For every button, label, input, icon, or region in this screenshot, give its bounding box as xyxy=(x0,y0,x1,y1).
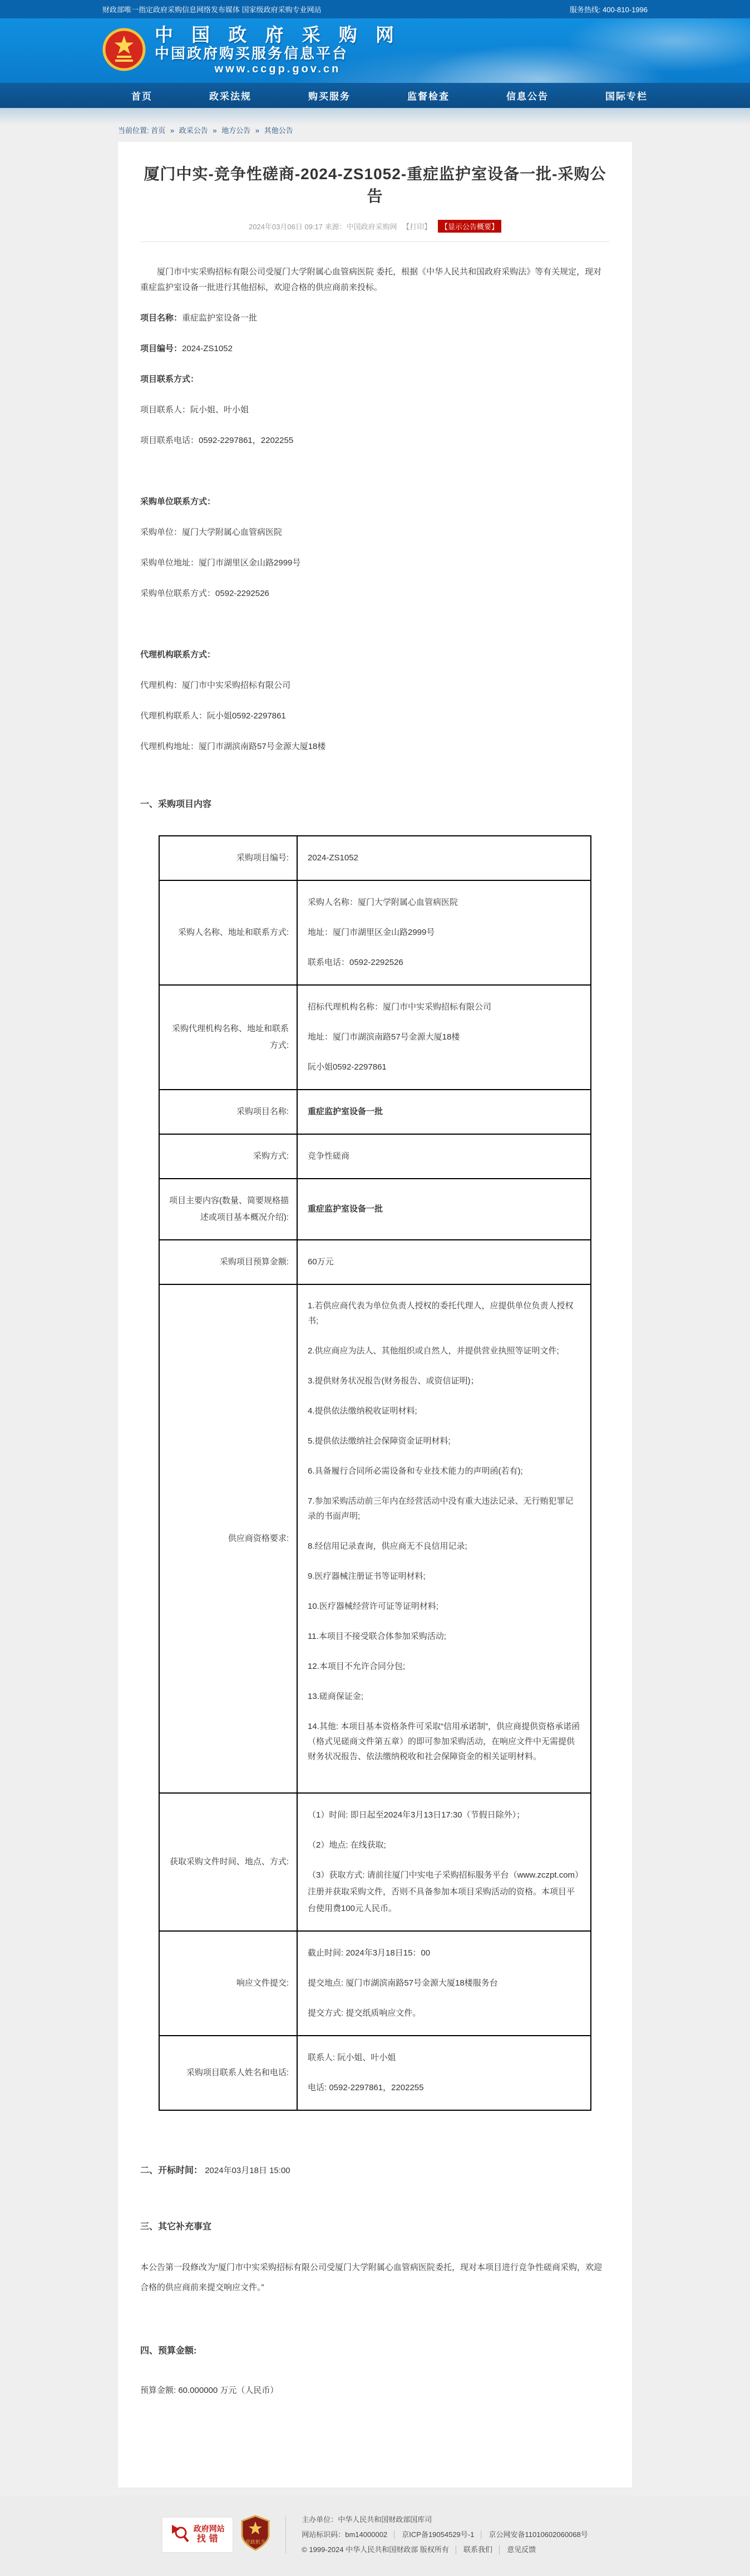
qualification-item: 8.经信用记录查询，供应商无不良信用记录; xyxy=(308,1541,467,1551)
breadcrumb xyxy=(118,125,632,142)
breadcrumb-notices[interactable]: 政采公告 xyxy=(179,126,208,135)
table-row xyxy=(159,880,591,985)
nav-fade-strip xyxy=(0,108,750,125)
site-title: 中 国 政 府 采 购 网 xyxy=(155,24,401,45)
breadcrumb-other[interactable]: 其他公告 xyxy=(264,126,293,135)
purchaser-contact-heading: 采购单位联系方式： xyxy=(140,497,216,506)
row-value: 截止时间: 2024年3月18日15：00 xyxy=(308,1948,431,1958)
footer-divider xyxy=(285,2516,286,2553)
row-value: （2）地点: 在线获取; xyxy=(308,1840,386,1850)
article-meta xyxy=(140,220,610,233)
table-row-document-acquisition xyxy=(159,1793,591,1931)
qualification-item: 11.本项目不接受联合体参加采购活动; xyxy=(308,1632,446,1641)
footer-codes: 网站标识码：bm14000002 │ 京ICP备19054529号-1 │ 京公网安备11010602060068号 xyxy=(302,2530,588,2539)
row-value: 联系人: 阮小姐、叶小姐 xyxy=(308,2053,396,2062)
row-label: 采购项目名称: xyxy=(159,1090,297,1134)
print-button[interactable]: 【打印】 xyxy=(402,223,432,231)
table-row-contact xyxy=(159,2036,591,2110)
row-label: 采购项目编号: xyxy=(159,836,297,880)
service-hotline: 服务热线: 400-810-1996 xyxy=(569,6,648,14)
table-row xyxy=(159,1134,591,1179)
nav-item-home[interactable]: 首页 xyxy=(131,91,152,102)
qualification-item: 3.提供财务状况报告(财务报告、或资信证明)； xyxy=(308,1376,479,1386)
qualification-item: 14.其他: 本项目基本资格条件可采取“信用承诺制”，供应商提供资格承诺函（格式见磋商文件第五章）的即可参加采购活动，在响应文件中无需提供财务状况报告、依法缴纳税收和社会保障资金的相关证明材料。 xyxy=(308,1722,580,1761)
icp-number: 京ICP备19054529号-1 xyxy=(402,2530,475,2539)
row-value: 阮小姐0592-2297861 xyxy=(308,1062,387,1072)
article-source: 来源：中国政府采购网 xyxy=(324,223,397,231)
gov-site-error-report-badge[interactable] xyxy=(162,2517,233,2553)
qualification-item: 1.若供应商代表为单位负责人授权的委托代理人，应提供单位负责人授权书; xyxy=(308,1301,574,1326)
nav-item-purchase-services[interactable]: 购买服务 xyxy=(308,91,351,102)
nav-item-announcements[interactable]: 信息公告 xyxy=(506,91,549,102)
intro-paragraph: 厦门市中实采购招标有限公司受厦门大学附属心血管病医院 委托，根据《中华人民共和国政府采购法》等有关规定，现对重症监护室设备一批进行其他招标，欢迎合格的供应商前来投标。 xyxy=(140,267,602,292)
row-value: （3）获取方式: 请前往厦门中实电子采购招标服务平台（www.zczpt.com）注册并获取采购文件，否则不具备参加本项目采购活动的资格。本项目平台使用费100元人民币。 xyxy=(308,1870,579,1913)
breadcrumb-separator: » xyxy=(213,126,217,135)
row-label: 采购代理机构名称、地址和联系方式: xyxy=(159,985,297,1090)
footer-organizer: 主办单位：中华人民共和国财政部国库司 xyxy=(302,2515,432,2524)
section-heading-supplement: 三、其它补充事宜 xyxy=(140,2222,212,2232)
table-row xyxy=(159,836,591,880)
table-row xyxy=(159,985,591,1090)
security-record-number: 京公网安备11010602060068号 xyxy=(489,2530,588,2539)
main-nav xyxy=(0,83,750,108)
breadcrumb-prefix: 当前位置: xyxy=(118,126,149,135)
table-row xyxy=(159,1179,591,1240)
top-info-bar xyxy=(0,0,750,18)
budget-line: 预算金额: 60.000000 万元（人民币） xyxy=(140,2386,279,2395)
show-summary-button[interactable]: 【显示公告概要】 xyxy=(438,220,501,233)
row-label: 采购项目预算金额: xyxy=(159,1240,297,1284)
row-value: 联系电话：0592-2292526 xyxy=(308,958,403,967)
breadcrumb-separator: » xyxy=(255,126,260,135)
row-value: 60万元 xyxy=(308,1257,334,1267)
supplement-paragraph: 本公告第一段修改为“厦门市中实采购招标有限公司受厦门大学附属心血管病医院委托，现对本项目进行竞争性磋商采购，欢迎合格的供应商前来提交响应文件。” xyxy=(140,2263,603,2292)
row-label: 供应商资格要求: xyxy=(159,1284,297,1793)
row-label: 采购人名称、地址和联系方式: xyxy=(159,880,297,985)
qualification-item: 5.提供依法缴纳社会保障资金证明材料; xyxy=(308,1436,451,1446)
nav-item-international[interactable]: 国际专栏 xyxy=(605,91,648,102)
section-heading-content: 一、采购项目内容 xyxy=(140,800,212,809)
project-name-line: 项目名称：重症监护室设备一批 xyxy=(140,313,258,323)
project-contact-person-line: 项目联系人：阮小姐、叶小姐 xyxy=(140,405,249,415)
row-value: 电话: 0592-2297861，2202255 xyxy=(308,2083,424,2092)
qualification-item: 13.磋商保证金; xyxy=(308,1692,364,1701)
row-label: 项目主要内容(数量、简要规格描述或项目基本概况介绍): xyxy=(159,1179,297,1240)
row-value: （1）时间: 即日起至2024年3月13日17:30（节假日除外）； xyxy=(308,1810,525,1820)
section-heading-budget: 四、预算金额: xyxy=(140,2346,197,2356)
party-gov-shield-badge[interactable] xyxy=(241,2515,270,2554)
purchaser-phone-line: 采购单位联系方式：0592-2292526 xyxy=(140,589,269,598)
article-card xyxy=(118,142,632,2488)
page-title: 厦门中实-竞争性磋商-2024-ZS1052-重症监护室设备一批-采购公告 xyxy=(144,165,606,205)
qualification-item: 7.参加采购活动前三年内在经营活动中没有重大违法记录、无行贿犯罪记录的书面声明; xyxy=(308,1496,574,1521)
qualification-item: 2.供应商应为法人、其他组织或自然人，并提供营业执照等证明文件; xyxy=(308,1346,559,1356)
row-value: 地址：厦门市湖滨南路57号金源大厦18楼 xyxy=(308,1032,460,1042)
row-value: 重症监护室设备一批 xyxy=(308,1204,383,1214)
agency-line: 代理机构：厦门市中实采购招标有限公司 xyxy=(140,681,291,690)
nav-item-regulations[interactable]: 政采法规 xyxy=(209,91,251,102)
agency-address-line: 代理机构地址：厦门市湖滨南路57号金源大厦18楼 xyxy=(140,742,326,751)
copyright-text: © 1999-2024 中华人民共和国财政部 版权所有 xyxy=(302,2545,449,2554)
project-contact-heading: 项目联系方式： xyxy=(140,375,199,384)
project-number-line: 项目编号：2024-ZS1052 xyxy=(140,344,233,353)
badge-find-error-line2: 找错 xyxy=(196,2534,221,2544)
qualification-item: 6.具备履行合同所必需设备和专业技术能力的声明函(若有); xyxy=(308,1466,523,1476)
breadcrumb-separator: » xyxy=(170,126,175,135)
site-banner xyxy=(0,18,750,83)
row-value: 提交方式: 提交纸质响应文件。 xyxy=(308,2008,421,2018)
breadcrumb-home[interactable]: 首页 xyxy=(151,126,166,135)
section-open-time: 二、开标时间： 2024年03月18日 15:00 xyxy=(140,2166,290,2175)
magnifier-icon xyxy=(171,2523,190,2547)
purchaser-line: 采购单位：厦门大学附属心血管病医院 xyxy=(140,528,283,537)
row-value: 竞争性磋商 xyxy=(308,1151,350,1161)
row-value: 采购人名称：厦门大学附属心血管病医院 xyxy=(308,898,458,907)
footer-copyright-row: © 1999-2024 中华人民共和国财政部 版权所有 │ 联系我们 │ 意见反馈 xyxy=(302,2545,536,2554)
nav-item-supervision[interactable]: 监督检查 xyxy=(407,91,450,102)
agency-contact-heading: 代理机构联系方式： xyxy=(140,650,216,659)
site-url: www.ccgp.gov.cn xyxy=(214,63,341,75)
publish-time: 2024年03月06日 09:17 xyxy=(249,223,323,231)
agency-contact-person-line: 代理机构联系人：阮小姐0592-2297861 xyxy=(140,711,286,721)
row-value: 地址：厦门市湖里区金山路2999号 xyxy=(308,928,435,937)
purchaser-address-line: 采购单位地址：厦门市湖里区金山路2999号 xyxy=(140,558,301,568)
row-label: 获取采购文件时间、地点、方式: xyxy=(159,1793,297,1931)
row-value: 招标代理机构名称：厦门市中实采购招标有限公司 xyxy=(308,1002,492,1012)
table-row xyxy=(159,1240,591,1284)
row-value: 重症监护室设备一批 xyxy=(308,1107,383,1116)
procurement-info-table xyxy=(159,835,591,2111)
project-contact-phone-line: 项目联系电话：0592-2297861，2202255 xyxy=(140,436,294,445)
site-subtitle: 中国政府购买服务信息平台 xyxy=(155,45,349,62)
row-label: 采购方式: xyxy=(159,1134,297,1179)
row-label: 采购项目联系人姓名和电话: xyxy=(159,2036,297,2110)
table-row-response-submission xyxy=(159,1931,591,2036)
table-row-supplier-qualifications xyxy=(159,1284,591,1793)
badge-find-error-line1: 政府网站 xyxy=(193,2524,225,2533)
qualification-item: 9.医疗器械注册证书等证明材料; xyxy=(308,1572,426,1581)
row-label: 响应文件提交: xyxy=(159,1931,297,2036)
qualification-item: 10.医疗器械经营许可证等证明材料; xyxy=(308,1602,439,1611)
breadcrumb-local[interactable]: 地方公告 xyxy=(221,126,251,135)
national-emblem-icon xyxy=(102,28,146,74)
qualification-item: 12.本项目不允许合同分包; xyxy=(308,1662,406,1671)
row-value: 2024-ZS1052 xyxy=(308,853,358,863)
table-row xyxy=(159,1090,591,1134)
shield-label: 党政机关 xyxy=(245,2539,266,2545)
row-value: 提交地点: 厦门市湖滨南路57号金源大厦18楼服务台 xyxy=(308,1978,498,1988)
contact-us-link[interactable]: 联系我们 xyxy=(463,2545,492,2554)
qualification-item: 4.提供依法缴纳税收证明材料; xyxy=(308,1406,417,1416)
feedback-link[interactable]: 意见反馈 xyxy=(507,2545,536,2554)
page-footer xyxy=(0,2495,750,2576)
site-tagline: 财政部唯一指定政府采购信息网络发布媒体 国家级政府采购专业网站 xyxy=(102,6,322,14)
